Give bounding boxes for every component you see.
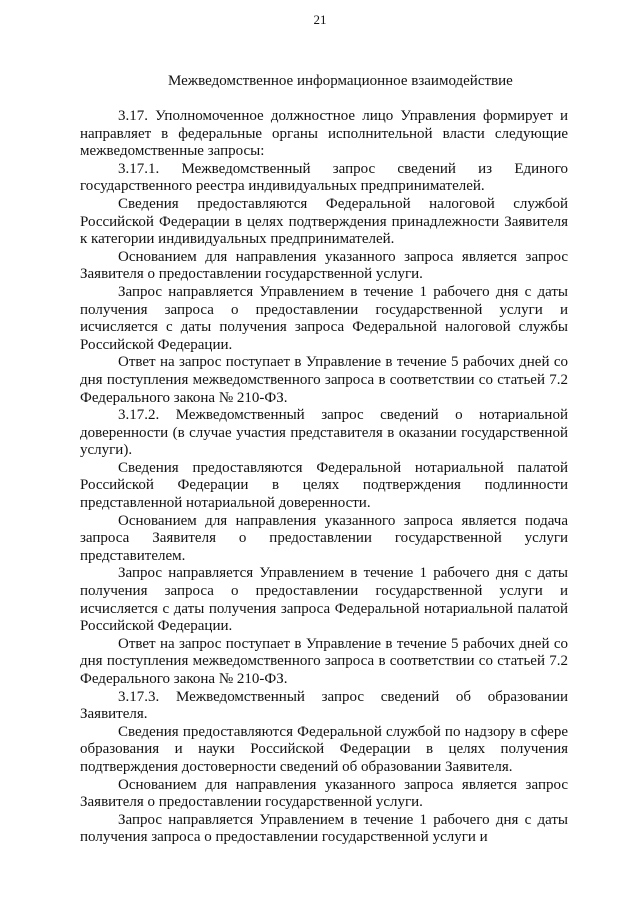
section-title: Межведомственное информационное взаимодействие (168, 73, 513, 89)
paragraph: Ответ на запрос поступает в Управление в течение 5 рабочих дней со дня поступления межведомственного запроса в соответствии со статьей 7.2 Федерального закона № 210-ФЗ. (80, 635, 568, 687)
paragraph: Сведения предоставляются Федеральной налоговой службой Российской Федерации в целях подтверждения принадлежности Заявителя к категории индивидуальных предпринимателей. (80, 195, 568, 248)
paragraph: 3.17.3. Межведомственный запрос сведений об образовании Заявителя. (80, 688, 568, 723)
paragraph: Запрос направляется Управлением в течение 1 рабочего дня с даты получения запроса о предоставлении государственной услуги и (80, 811, 568, 846)
document-body (80, 108, 568, 847)
paragraph: Основанием для направления указанного запроса является подача запроса Заявителя о предоставлении государственной услуги представителем. (80, 512, 568, 564)
paragraph: Сведения предоставляются Федеральной службой по надзору в сфере образования и науки Российской Федерации в целях получения подтверждения достоверности сведений об образовании Заявителя. (80, 723, 568, 775)
paragraph: Основанием для направления указанного запроса является запрос Заявителя о предоставлении государственной услуги. (80, 248, 568, 283)
paragraph: Запрос направляется Управлением в течение 1 рабочего дня с даты получения запроса о предоставлении государственной услуги и исчисляется с даты получения запроса Федеральной налоговой службы Российской Федерации. (80, 283, 568, 353)
paragraph: Основанием для направления указанного запроса является запрос Заявителя о предоставлении государственной услуги. (80, 776, 568, 811)
paragraph: 3.17.2. Межведомственный запрос сведений о нотариальной доверенности (в случае участия представителя в оказании государственной услуги). (80, 407, 568, 459)
paragraph: Сведения предоставляются Федеральной нотариальной палатой Российской Федерации в целях подтверждения подлинности представленной нотариальной доверенности. (80, 459, 568, 512)
paragraph: Запрос направляется Управлением в течение 1 рабочего дня с даты получения запроса о предоставлении государственной услуги и исчисляется с даты получения запроса Федеральной нотариальной палатой Российской Федерации. (80, 565, 568, 635)
page-number: 21 (313, 12, 327, 27)
paragraph: Ответ на запрос поступает в Управление в течение 5 рабочих дней со дня поступления межведомственного запроса в соответствии со статьей 7.2 Федерального закона № 210-ФЗ. (80, 354, 568, 406)
paragraph: 3.17. Уполномоченное должностное лицо Управления формирует и направляет в федеральные органы исполнительной власти следующие межведомственные запросы: (80, 108, 568, 160)
paragraph: 3.17.1. Межведомственный запрос сведений из Единого государственного реестра индивидуальных предпринимателей. (80, 160, 568, 195)
